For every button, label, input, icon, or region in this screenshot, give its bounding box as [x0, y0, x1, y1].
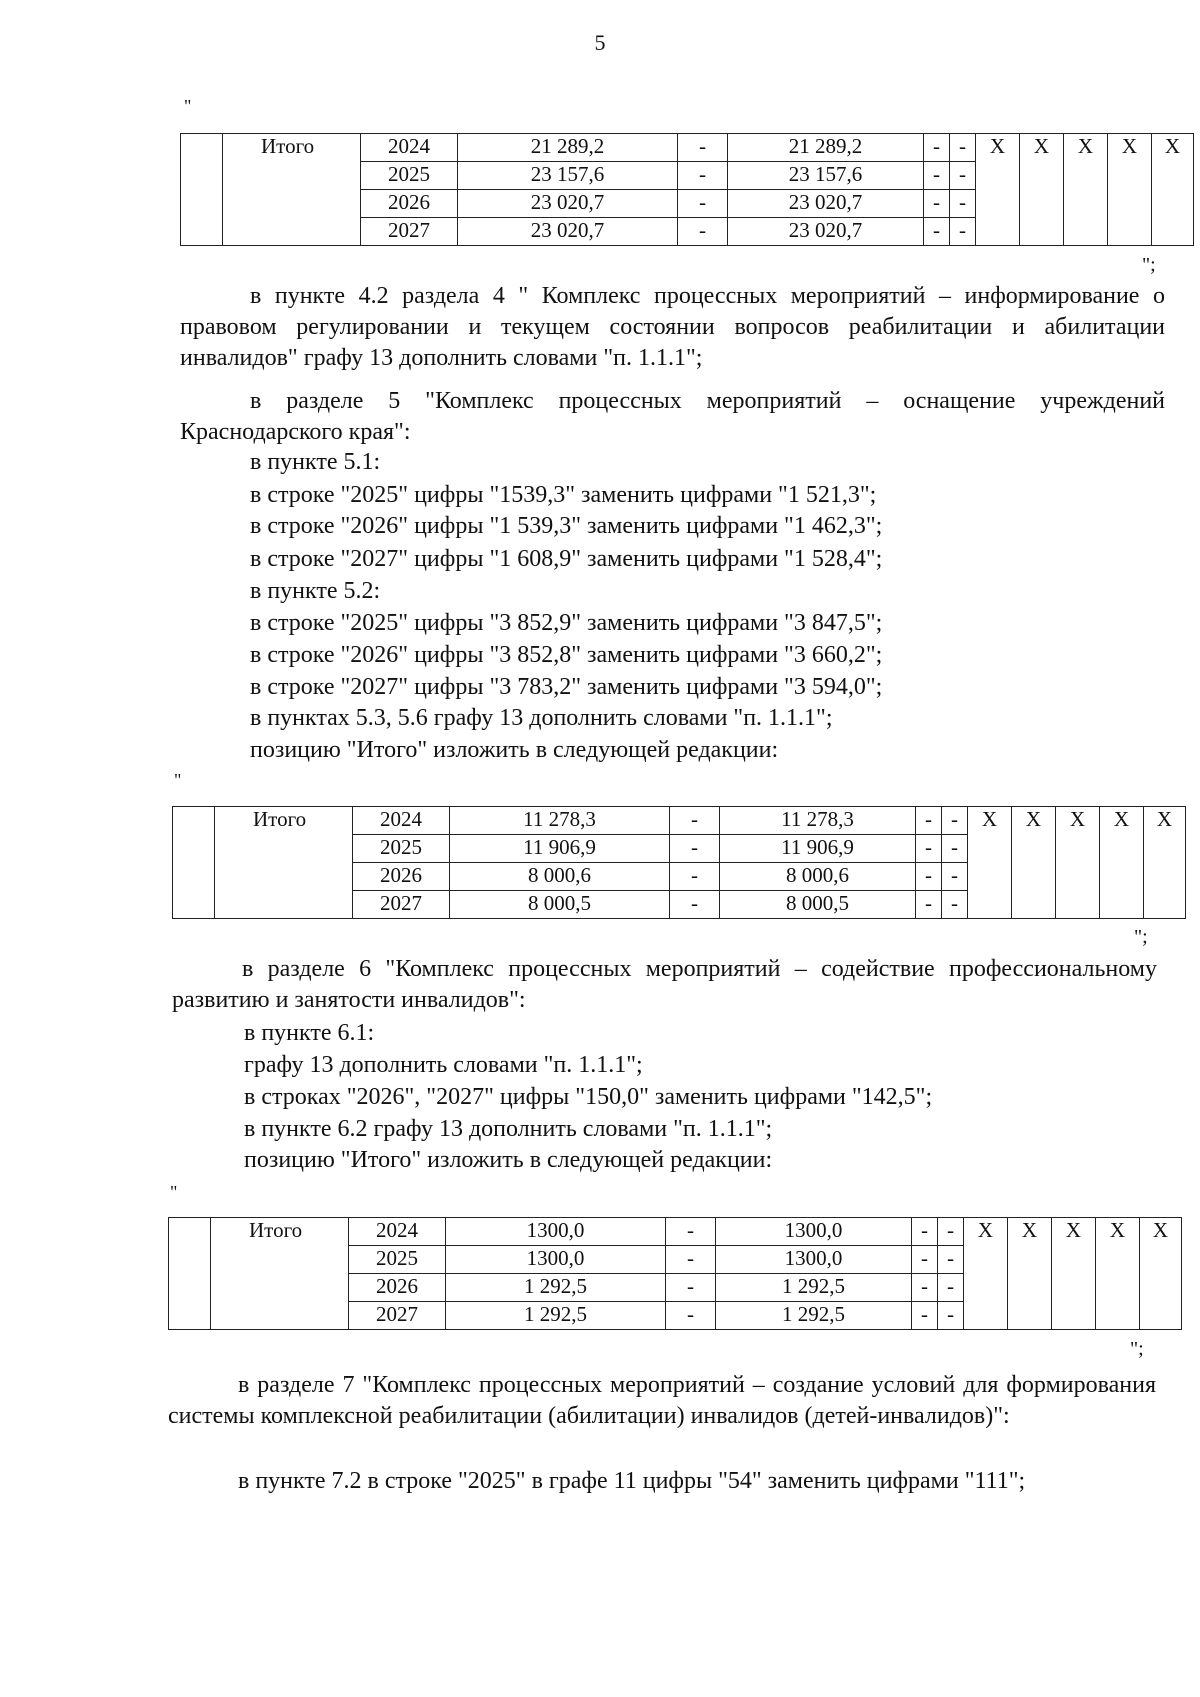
- amount-cell: 23 157,6: [728, 162, 924, 190]
- total-cell: 11 278,3: [450, 807, 670, 835]
- x-mark: X: [1152, 134, 1194, 246]
- empty-cell: [173, 807, 215, 919]
- text-line: в строке "2025" цифры "1539,3" заменить цифрами "1 521,3";: [250, 482, 877, 508]
- table-row: [173, 807, 1186, 835]
- text-line: в строке "2027" цифры "3 783,2" заменить цифрами "3 594,0";: [250, 674, 883, 700]
- text-line: в строке "2027" цифры "1 608,9" заменить цифрами "1 528,4";: [250, 546, 883, 572]
- dash-cell: -: [924, 134, 950, 162]
- text-line: в строках "2026", "2027" цифры "150,0" заменить цифрами "142,5";: [244, 1084, 933, 1110]
- year-cell: 2027: [353, 891, 450, 919]
- x-mark: X: [1052, 1218, 1096, 1330]
- amount-cell: 11 278,3: [720, 807, 916, 835]
- x-mark: X: [1144, 807, 1186, 919]
- dash-cell: -: [916, 891, 942, 919]
- dash-cell: -: [924, 190, 950, 218]
- amount-cell: 21 289,2: [728, 134, 924, 162]
- total-cell: 11 906,9: [450, 835, 670, 863]
- year-cell: 2024: [353, 807, 450, 835]
- text-line: в пункте 5.2:: [250, 578, 381, 604]
- paragraph: в пункте 7.2 в строке "2025" в графе 11 цифры "54" заменить цифрами "111";: [238, 1468, 1026, 1494]
- amount-cell: 1 292,5: [716, 1302, 912, 1330]
- dash-cell: -: [938, 1246, 964, 1274]
- x-mark: X: [1064, 134, 1108, 246]
- text-line: графу 13 дополнить словами "п. 1.1.1";: [244, 1052, 643, 1078]
- dash-cell: -: [666, 1302, 716, 1330]
- table-row: [181, 134, 1194, 162]
- dash-cell: -: [942, 835, 968, 863]
- paragraph: в пункте 4.2 раздела 4 " Комплекс процессных мероприятий – информирование о правовом регулировании и текущем состоянии вопросов реабилитации и абилитации инвалидов" графу 13 дополнить словами "п. 1.1.1";: [180, 283, 1165, 371]
- totals-table: [168, 1217, 1182, 1330]
- year-cell: 2025: [353, 835, 450, 863]
- close-quote: ";: [1134, 926, 1148, 948]
- total-cell: 23 020,7: [458, 190, 678, 218]
- amount-cell: 8 000,6: [720, 863, 916, 891]
- total-label: Итого: [215, 807, 353, 919]
- year-cell: 2024: [349, 1218, 446, 1246]
- x-mark: X: [1020, 134, 1064, 246]
- dash-cell: -: [678, 190, 728, 218]
- paragraph: в разделе 7 "Комплекс процессных мероприятий – создание условий для формирования системы комплексной реабилитации (абилитации) инвалидов (детей-инвалидов)":: [168, 1372, 1156, 1429]
- x-mark: X: [1096, 1218, 1140, 1330]
- dash-cell: -: [670, 835, 720, 863]
- paragraph: в разделе 5 "Комплекс процессных мероприятий – оснащение учреждений Краснодарского края":: [180, 388, 1165, 445]
- empty-cell: [169, 1218, 211, 1330]
- total-cell: 23 020,7: [458, 218, 678, 246]
- dash-cell: -: [912, 1246, 938, 1274]
- year-cell: 2024: [361, 134, 458, 162]
- x-mark: X: [1108, 134, 1152, 246]
- open-quote: ": [174, 770, 182, 790]
- dash-cell: -: [924, 218, 950, 246]
- page-number: 5: [594, 30, 606, 55]
- text-line: в пунктах 5.3, 5.6 графу 13 дополнить словами "п. 1.1.1";: [250, 705, 833, 731]
- dash-cell: -: [678, 218, 728, 246]
- totals-table: [172, 806, 1186, 919]
- dash-cell: -: [670, 807, 720, 835]
- year-cell: 2025: [349, 1246, 446, 1274]
- amount-cell: 23 020,7: [728, 218, 924, 246]
- amount-cell: 23 020,7: [728, 190, 924, 218]
- dash-cell: -: [678, 134, 728, 162]
- open-quote: ": [170, 1182, 178, 1202]
- text-line: в строке "2026" цифры "1 539,3" заменить цифрами "1 462,3";: [250, 513, 883, 539]
- dash-cell: -: [678, 162, 728, 190]
- dash-cell: -: [950, 190, 976, 218]
- dash-cell: -: [942, 891, 968, 919]
- dash-cell: -: [924, 162, 950, 190]
- paragraph: в разделе 6 "Комплекс процессных мероприятий – содействие профессиональному развитию и занятости инвалидов":: [172, 956, 1157, 1013]
- total-cell: 8 000,6: [450, 863, 670, 891]
- dash-cell: -: [666, 1246, 716, 1274]
- dash-cell: -: [950, 134, 976, 162]
- total-cell: 1 292,5: [446, 1274, 666, 1302]
- dash-cell: -: [670, 891, 720, 919]
- year-cell: 2027: [361, 218, 458, 246]
- table-row: [169, 1218, 1182, 1246]
- dash-cell: -: [950, 162, 976, 190]
- dash-cell: -: [670, 863, 720, 891]
- year-cell: 2026: [349, 1274, 446, 1302]
- dash-cell: -: [916, 835, 942, 863]
- text-line: в пункте 6.2 графу 13 дополнить словами "п. 1.1.1";: [244, 1116, 773, 1142]
- dash-cell: -: [912, 1274, 938, 1302]
- year-cell: 2025: [361, 162, 458, 190]
- text-line: в пункте 6.1:: [244, 1020, 375, 1046]
- dash-cell: -: [916, 863, 942, 891]
- x-mark: X: [1012, 807, 1056, 919]
- total-cell: 8 000,5: [450, 891, 670, 919]
- x-mark: X: [1140, 1218, 1182, 1330]
- text-line: в пункте 5.1:: [250, 449, 381, 475]
- dash-cell: -: [942, 807, 968, 835]
- totals-table: [180, 133, 1194, 246]
- dash-cell: -: [666, 1218, 716, 1246]
- dash-cell: -: [942, 863, 968, 891]
- dash-cell: -: [666, 1274, 716, 1302]
- text-line: позицию "Итого" изложить в следующей редакции:: [244, 1147, 773, 1173]
- total-label: Итого: [211, 1218, 349, 1330]
- close-quote: ";: [1142, 254, 1156, 276]
- amount-cell: 1300,0: [716, 1218, 912, 1246]
- total-cell: 23 157,6: [458, 162, 678, 190]
- year-cell: 2027: [349, 1302, 446, 1330]
- text-line: в строке "2025" цифры "3 852,9" заменить цифрами "3 847,5";: [250, 610, 883, 636]
- total-cell: 1 292,5: [446, 1302, 666, 1330]
- close-quote: ";: [1130, 1338, 1144, 1360]
- open-quote: ": [184, 96, 192, 116]
- amount-cell: 1300,0: [716, 1246, 912, 1274]
- dash-cell: -: [938, 1302, 964, 1330]
- amount-cell: 8 000,5: [720, 891, 916, 919]
- text-line: в строке "2026" цифры "3 852,8" заменить цифрами "3 660,2";: [250, 642, 883, 668]
- x-mark: X: [976, 134, 1020, 246]
- dash-cell: -: [916, 807, 942, 835]
- amount-cell: 1 292,5: [716, 1274, 912, 1302]
- dash-cell: -: [938, 1218, 964, 1246]
- total-cell: 1300,0: [446, 1246, 666, 1274]
- empty-cell: [181, 134, 223, 246]
- year-cell: 2026: [353, 863, 450, 891]
- amount-cell: 11 906,9: [720, 835, 916, 863]
- dash-cell: -: [912, 1302, 938, 1330]
- dash-cell: -: [912, 1218, 938, 1246]
- total-label: Итого: [223, 134, 361, 246]
- x-mark: X: [968, 807, 1012, 919]
- x-mark: X: [1100, 807, 1144, 919]
- x-mark: X: [1008, 1218, 1052, 1330]
- total-cell: 1300,0: [446, 1218, 666, 1246]
- x-mark: X: [964, 1218, 1008, 1330]
- x-mark: X: [1056, 807, 1100, 919]
- total-cell: 21 289,2: [458, 134, 678, 162]
- year-cell: 2026: [361, 190, 458, 218]
- dash-cell: -: [950, 218, 976, 246]
- text-line: позицию "Итого" изложить в следующей редакции:: [250, 737, 779, 763]
- dash-cell: -: [938, 1274, 964, 1302]
